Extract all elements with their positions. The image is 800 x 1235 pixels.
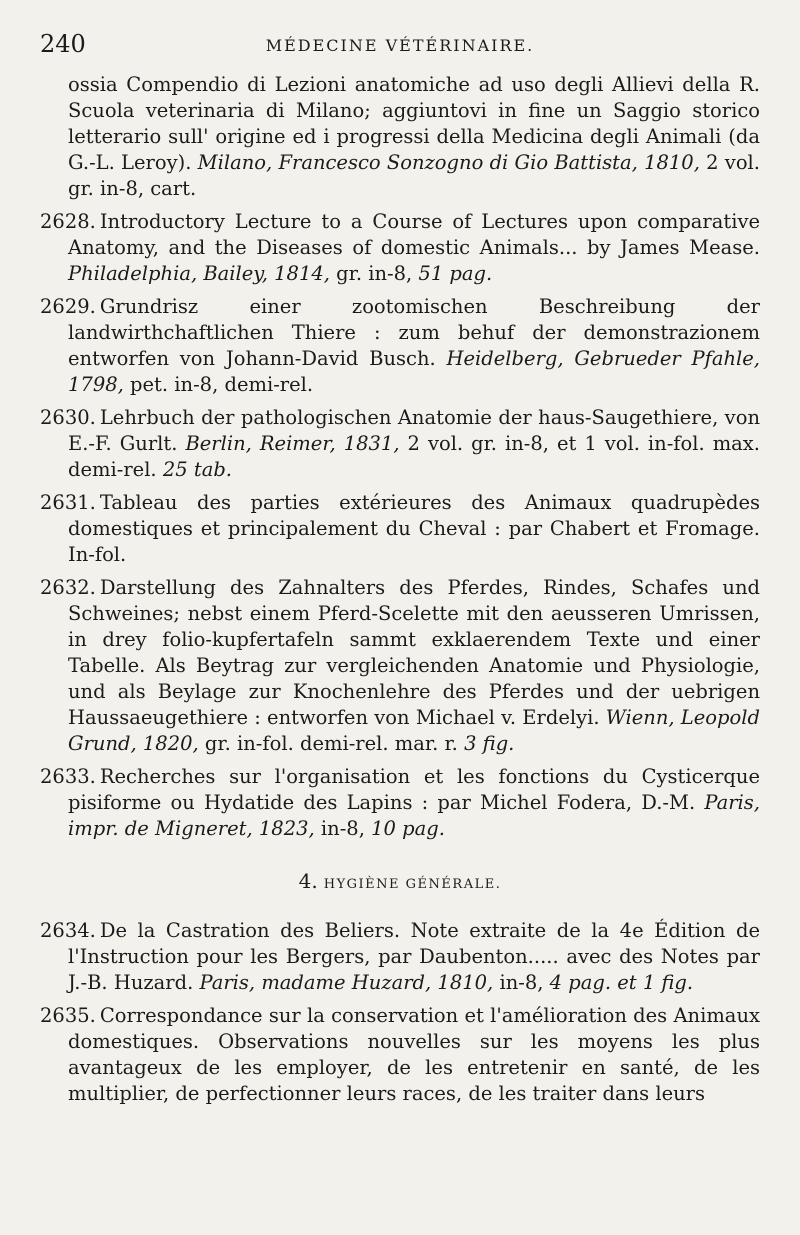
catalog-entry-2631: [40, 490, 760, 568]
section-title: HYGIÈNE GÉNÉRALE.: [323, 877, 502, 892]
entry-imprint: Berlin, Reimer, 1831,: [185, 432, 400, 455]
entry-format: in-8,: [493, 971, 550, 994]
page-body: [40, 72, 760, 1107]
entry-format: pet. in-8, demi-rel.: [123, 373, 314, 396]
section-number: 4.: [298, 869, 318, 893]
entry-imprint: Philadelphia, Bailey, 1814,: [68, 262, 330, 285]
section-heading: [40, 868, 760, 898]
entry-text: De la Castration des Beliers. Note extraite de la 4e Édition de l'Instruction pour les Bergers, par Daubenton..... avec des Notes par J.-B. Huzard.: [68, 919, 760, 994]
entry-imprint: Heidelberg, Gebrueder Pfahle, 1798,: [68, 347, 761, 396]
catalog-entry-2632: [40, 575, 760, 757]
running-head: MÉDECINE VÉTÉRINAIRE.: [265, 36, 535, 55]
entry-number: 2630.: [40, 406, 96, 429]
entry-number: 2634.: [40, 919, 96, 942]
entry-imprint: Milano, Francesco Sonzogno di Gio Battista, 1810,: [197, 151, 700, 174]
catalog-entry-2633: [40, 764, 760, 842]
entry-number: 2631.: [40, 491, 96, 514]
entry-text: Introductory Lecture to a Course of Lectures upon comparative Anatomy, and the Diseases of domestic Animals... by James Mease.: [68, 210, 760, 259]
entry-format: 2 vol. gr. in-8, et 1 vol. in-fol. max. demi-rel.: [68, 432, 761, 481]
entry-imprint: Paris, impr. de Migneret, 1823,: [68, 791, 760, 840]
entry-extent: 25 tab.: [162, 458, 232, 481]
catalog-entry-2628: [40, 209, 760, 287]
page-number: 240: [40, 30, 86, 58]
entry-number: 2635.: [40, 1004, 96, 1027]
page-header: [40, 30, 760, 70]
entry-text: Darstellung des Zahnalters des Pferdes, Rindes, Schafes und Schweines; nebst einem Pferd-Scelette mit den aeusseren Umrissen, in drey folio-kupfertafeln sammt exklaerendem Texte und einer Tabelle. Als Beytrag zur vergleichenden Anatomie und Physiologie, und als Beylage zur Knochenlehre des Pferdes und der uebrigen Haussaeugethiere : entworfen von Michael v. Erdelyi.: [68, 576, 760, 729]
entry-text: ossia Compendio di Lezioni anatomiche ad uso degli Allievi della R. Scuola veterinaria di Milano; aggiuntovi in fine un Saggio storico letterario sull' origine ed i progressi della Medicina degli Animali (da G.-L. Leroy).: [68, 73, 760, 174]
catalog-entry-2634: [40, 918, 760, 996]
entry-extent: 10 pag.: [371, 817, 445, 840]
entry-text: Tableau des parties extérieures des Animaux quadrupèdes domestiques et principalement du Cheval : par Chabert et Fromage. In-fol.: [68, 491, 760, 566]
entry-extent: 51 pag.: [418, 262, 493, 285]
entry-format: gr. in-8,: [329, 262, 419, 285]
entry-imprint: Paris, madame Huzard, 1810,: [199, 971, 494, 994]
catalog-entry-2630: [40, 405, 760, 483]
entry-number: 2632.: [40, 576, 96, 599]
entry-imprint: Wienn, Leopold Grund, 1820,: [68, 706, 760, 755]
catalog-entry-2635: [40, 1003, 760, 1107]
continued-entry: [40, 72, 760, 202]
entry-format: in-8,: [314, 817, 372, 840]
catalog-entry-2629: [40, 294, 760, 398]
entry-text: Correspondance sur la conservation et l'amélioration des Animaux domestiques. Observations nouvelles sur les moyens les plus avantageux de les employer, de les entretenir en santé, de les multiplier, de perfectionner leurs races, de les traiter dans leurs: [68, 1004, 760, 1105]
entry-extent: 3 fig.: [464, 732, 515, 755]
entry-format: gr. in-fol. demi-rel. mar. r.: [198, 732, 465, 755]
entry-format: 2 vol. gr. in-8, cart.: [68, 151, 760, 200]
entry-text: Recherches sur l'organisation et les fonctions du Cysticerque pisiforme ou Hydatide des Lapins : par Michel Fodera, D.-M.: [68, 765, 760, 814]
entry-text: Grundrisz einer zootomischen Beschreibung der landwirthchaftlichen Thiere : zum behuf der demonstrazionem entworfen von Johann-David Busch.: [68, 295, 760, 370]
entry-number: 2629.: [40, 295, 96, 318]
entry-text: Lehrbuch der pathologischen Anatomie der haus-Saugethiere, von E.-F. Gurlt.: [68, 406, 760, 455]
entry-number: 2633.: [40, 765, 96, 788]
entry-extent: 4 pag. et 1 fig.: [549, 971, 694, 994]
entry-number: 2628.: [40, 210, 96, 233]
